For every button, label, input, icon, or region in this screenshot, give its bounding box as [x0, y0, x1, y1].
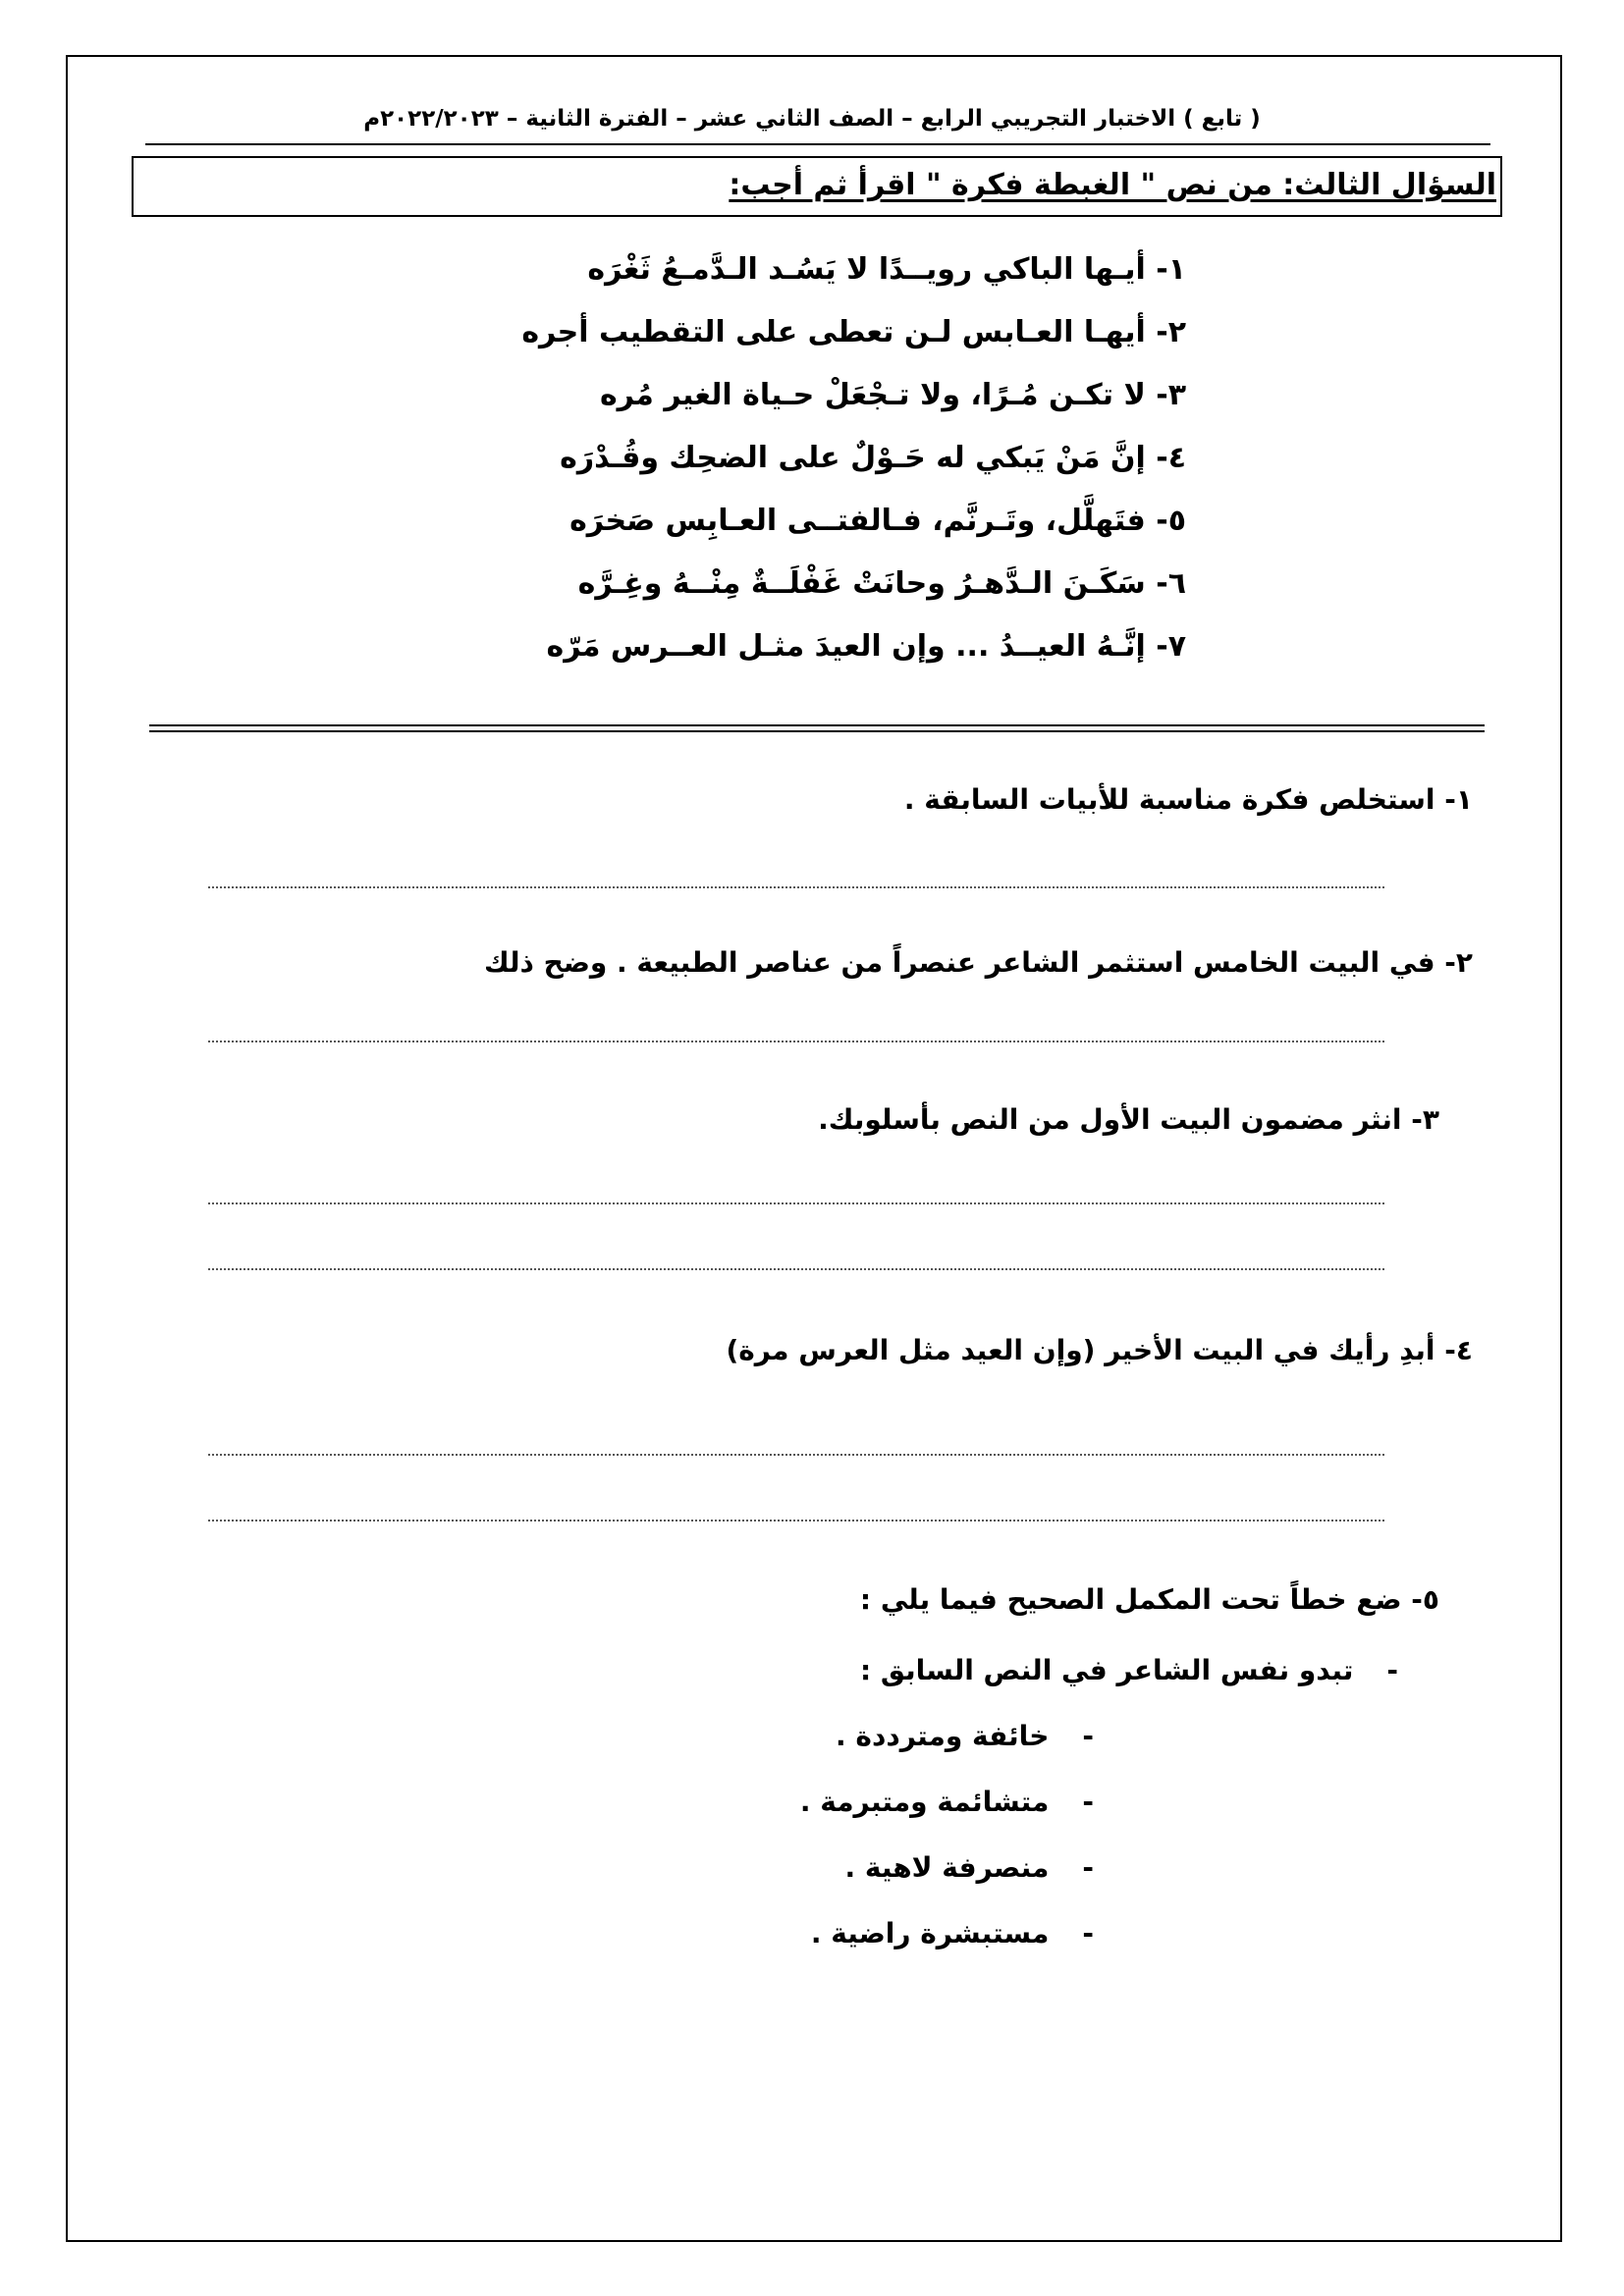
bullet-dash: -	[1082, 1786, 1094, 1818]
question-2: ٢- في البيت الخامس استثمر الشاعر عنصراً من عناصر الطبيعة . وضح ذلك	[483, 946, 1473, 979]
question-1: ١- استخلص فكرة مناسبة للأبيات السابقة .	[903, 783, 1473, 816]
verse-2: ٢- أيهـا العـابس لـن تعطى على التقطيب أجره	[521, 315, 1186, 349]
section-divider	[149, 724, 1485, 732]
bullet-dash: -	[1386, 1654, 1398, 1686]
option-4[interactable]	[811, 1917, 1094, 1949]
verse-6: ٦- سَكَـنَ الـدَّهـرُ وحانَتْ غَفْلَــةٌ مِنْــهُ وغِـرَّه	[577, 566, 1186, 601]
answer-line-4a[interactable]	[208, 1454, 1384, 1456]
question-5-stem-text: تبدو نفس الشاعر في النص السابق :	[859, 1654, 1354, 1686]
bullet-dash: -	[1082, 1720, 1094, 1752]
question-title: السؤال الثالث: من نص " الغبطة فكرة " اقرأ ثم أجب:	[729, 168, 1496, 202]
answer-line-3b[interactable]	[208, 1268, 1384, 1270]
answer-line-1[interactable]	[208, 886, 1384, 888]
question-4: ٤- أبدِ رأيك في البيت الأخير (وإن العيد مثل العرس مرة)	[726, 1334, 1473, 1366]
question-5-stem	[860, 1654, 1398, 1686]
option-1[interactable]	[836, 1720, 1094, 1752]
bullet-dash: -	[1082, 1851, 1094, 1884]
question-3: ٣- انثر مضمون البيت الأول من النص بأسلوبك.	[818, 1103, 1439, 1136]
option-2-text: متشائمة ومتبرمة .	[799, 1786, 1050, 1818]
verse-1: ١- أيـها الباكي رويــدًا لا يَسُـد الـدَّمـعُ ثَغْرَه	[587, 252, 1186, 287]
exam-header: ( تابع ) الاختبار التجريبي الرابع – الصف الثاني عشر – الفترة الثانية – ٢٠٢٢/٢٠٢٣م	[363, 106, 1261, 132]
option-1-text: خائفة ومترددة .	[836, 1720, 1050, 1752]
answer-line-3a[interactable]	[208, 1202, 1384, 1204]
verse-7: ٧- إنَّـهُ العيــدُ ... وإن العيدَ مثـل العــرس مَرّه	[546, 629, 1186, 664]
verse-5: ٥- فتَهلَّل، وتَـرنَّم، فـالفتــى العـابِس صَخرَه	[569, 504, 1186, 538]
option-3-text: منصرفة لاهية .	[844, 1851, 1050, 1884]
verse-4: ٤- إنَّ مَنْ يَبكي له حَـوْلٌ على الضحِك وقُـدْرَه	[560, 441, 1186, 475]
option-2[interactable]	[800, 1786, 1094, 1818]
option-4-text: مستبشرة راضية .	[810, 1917, 1050, 1949]
option-3[interactable]	[844, 1851, 1094, 1884]
answer-line-2[interactable]	[208, 1041, 1384, 1042]
verse-3: ٣- لا تكـن مُـرًا، ولا تـجْعَلْ حـياة الغير مُره	[599, 378, 1186, 412]
question-5: ٥- ضع خطاً تحت المكمل الصحيح فيما يلي :	[859, 1583, 1439, 1616]
header-rule	[145, 143, 1490, 145]
bullet-dash: -	[1082, 1917, 1094, 1949]
answer-line-4b[interactable]	[208, 1520, 1384, 1522]
